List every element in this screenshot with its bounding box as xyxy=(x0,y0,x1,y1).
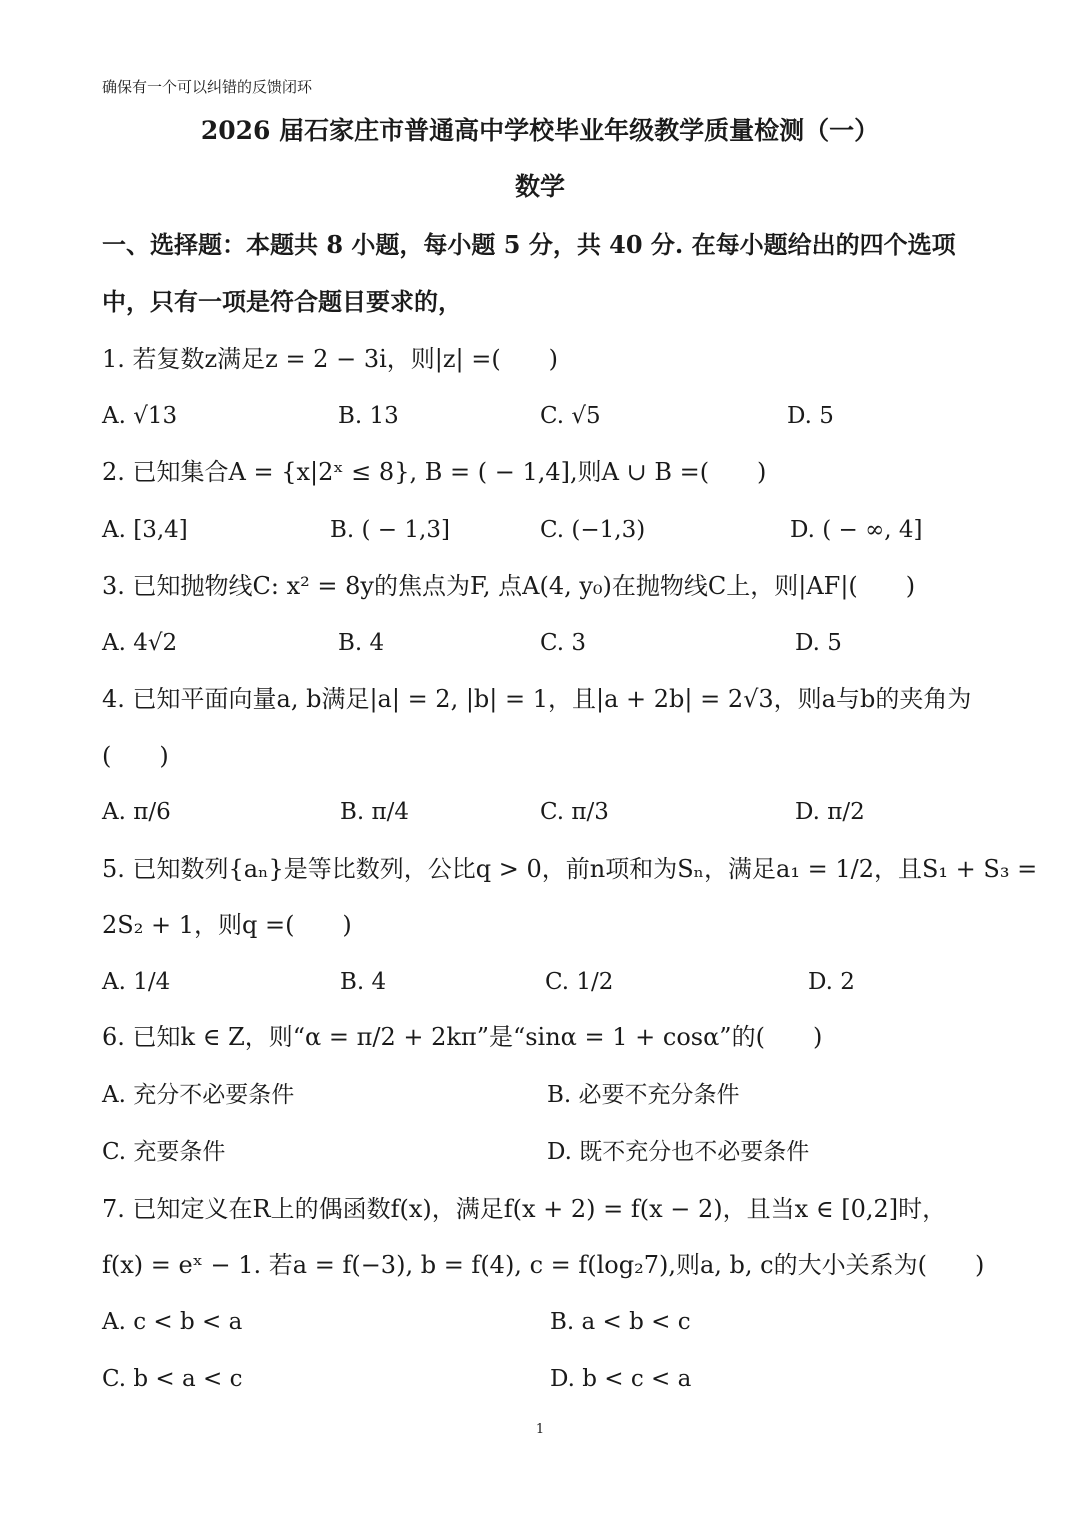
question-2-option-b: B. ( − 1,3] xyxy=(330,517,450,543)
question-7-option-d: D. b < c < a xyxy=(550,1366,692,1392)
header-note: 确保有一个可以纠错的反馈闭环 xyxy=(102,78,313,96)
page-number: 1 xyxy=(535,1422,545,1437)
question-7-option-b: B. a < b < c xyxy=(550,1309,691,1335)
question-4-option-d: D. π/2 xyxy=(795,799,865,825)
question-1-option-b: B. 13 xyxy=(338,403,399,429)
question-6-stem: 6. 已知k ∈ Z，则“α = π/2 + 2kπ”是“sinα = 1 + cosα”的( ) xyxy=(102,1023,823,1051)
question-3-option-d: D. 5 xyxy=(795,630,842,656)
section-heading-line2: 中，只有一项是符合题目要求的， xyxy=(102,287,462,316)
question-2-option-a: A. [3,4] xyxy=(102,517,188,543)
subject-title: 数学 xyxy=(514,172,565,201)
question-6-option-c: C. 充要条件 xyxy=(102,1139,226,1165)
question-4-stem-line2: ( ) xyxy=(102,742,169,770)
question-1-option-c: C. √5 xyxy=(540,403,601,429)
question-5-stem-line1: 5. 已知数列{aₙ}是等比数列，公比q > 0，前n项和为Sₙ，满足a₁ = 1/2，且S₁ + S₃ = xyxy=(102,855,1038,883)
question-4-stem-line1: 4. 已知平面向量a, b满足|a| = 2, |b| = 1，且|a + 2b| = 2√3，则a与b的夹角为 xyxy=(102,685,972,713)
question-6-option-d: D. 既不充分也不必要条件 xyxy=(547,1139,810,1165)
question-5-option-a: A. 1/4 xyxy=(102,969,171,995)
exam-title: 2026 届石家庄市普通高中学校毕业年级教学质量检测（一） xyxy=(200,116,880,145)
question-1-stem: 1. 若复数z满足z = 2 − 3i，则|z| =( ) xyxy=(102,345,559,373)
question-1-option-d: D. 5 xyxy=(787,403,834,429)
question-4-option-c: C. π/3 xyxy=(540,799,609,825)
question-5-option-b: B. 4 xyxy=(340,969,387,995)
question-2-option-d: D. ( − ∞, 4] xyxy=(790,517,923,543)
question-1-option-a: A. √13 xyxy=(102,403,178,429)
question-7-stem-line1: 7. 已知定义在R上的偶函数f(x)，满足f(x + 2) = f(x − 2)，且当x ∈ [0,2]时， xyxy=(102,1195,947,1223)
question-5-option-d: D. 2 xyxy=(808,969,855,995)
question-5-option-c: C. 1/2 xyxy=(545,969,614,995)
question-3-option-c: C. 3 xyxy=(540,630,587,656)
question-4-option-a: A. π/6 xyxy=(102,799,171,825)
question-5-stem-line2: 2S₂ + 1，则q =( ) xyxy=(102,911,352,939)
question-6-option-b: B. 必要不充分条件 xyxy=(547,1082,740,1108)
question-7-option-c: C. b < a < c xyxy=(102,1366,243,1392)
question-4-option-b: B. π/4 xyxy=(340,799,410,825)
question-3-stem: 3. 已知抛物线C: x² = 8y的焦点为F, 点A(4, y₀)在抛物线C上，则|AF|( ) xyxy=(102,572,916,600)
question-7-option-a: A. c < b < a xyxy=(102,1309,243,1335)
question-7-stem-line2: f(x) = eˣ − 1. 若a = f(−3), b = f(4), c = f(log₂7),则a, b, c的大小关系为( ) xyxy=(102,1251,985,1279)
question-3-option-b: B. 4 xyxy=(338,630,385,656)
question-6-option-a: A. 充分不必要条件 xyxy=(102,1082,295,1108)
question-2-option-c: C. (−1,3) xyxy=(540,517,646,543)
question-2-stem: 2. 已知集合A = {x|2ˣ ≤ 8}, B = ( − 1,4],则A ∪ B =( ) xyxy=(102,458,767,486)
section-heading-line1: 一、选择题：本题共 8 小题，每小题 5 分，共 40 分. 在每小题给出的四个选项 xyxy=(102,230,956,259)
question-3-option-a: A. 4√2 xyxy=(102,630,178,656)
